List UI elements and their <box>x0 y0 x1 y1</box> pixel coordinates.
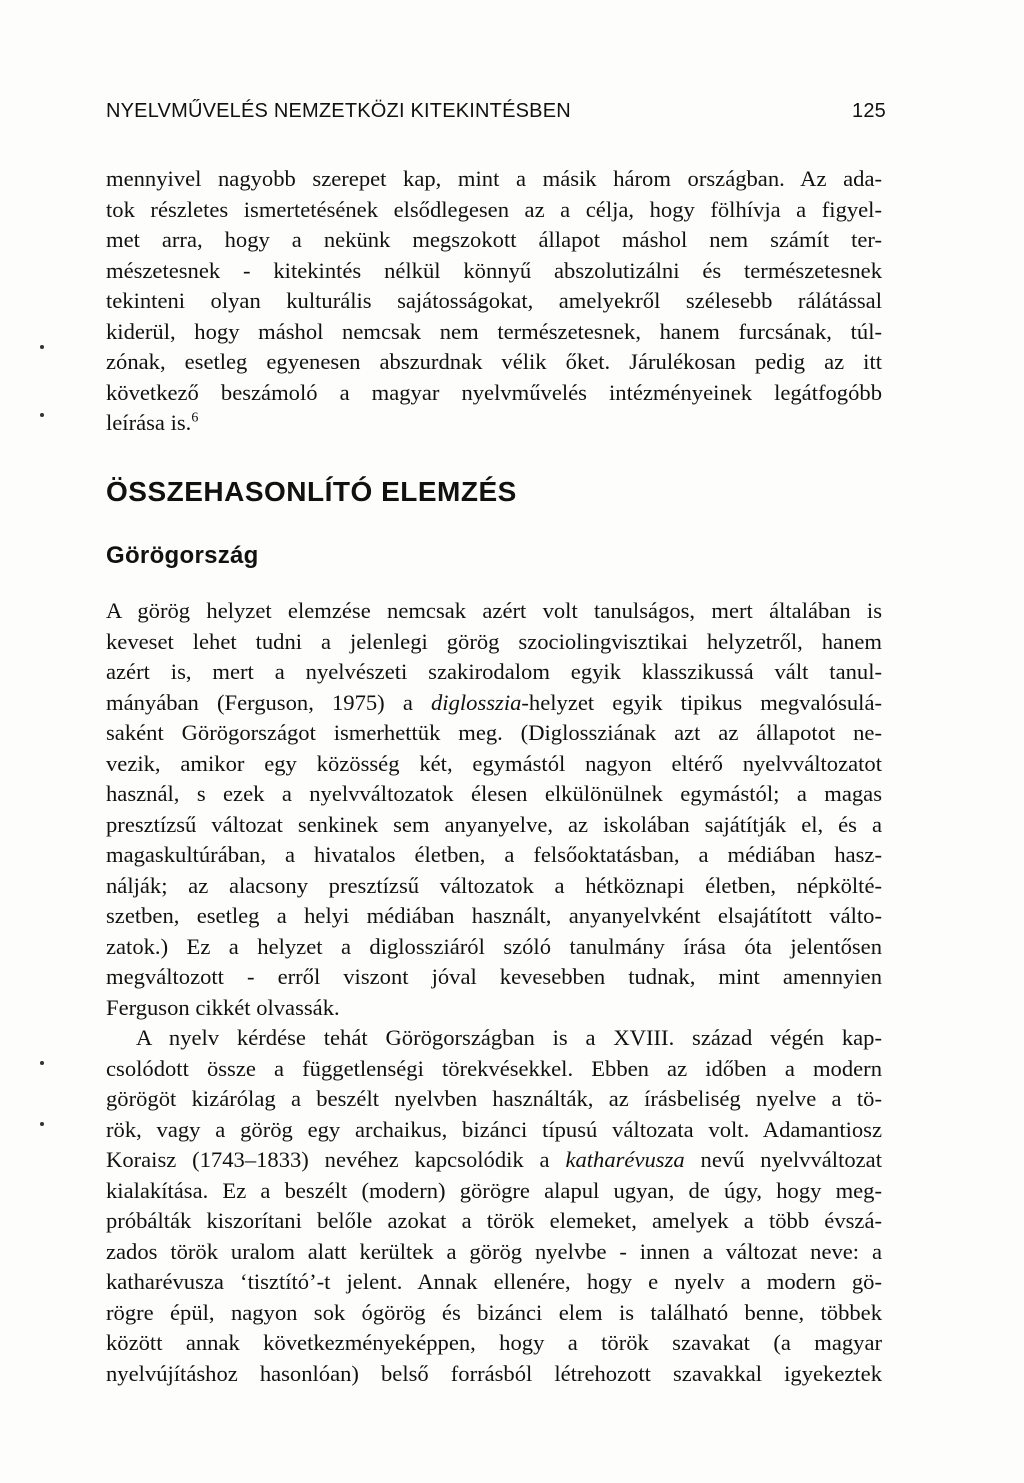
text-line: nálják; az alacsony presztízsű változatok a hétköznapi életben, népkölté- <box>106 872 882 898</box>
text-line: Ferguson cikkét olvassák. <box>106 994 340 1020</box>
text-line: mészetesnek - kitekintés nélkül könnyű abszolutizálni és természetesnek <box>106 257 882 283</box>
text-line: A görög helyzet elemzése nemcsak azért volt tanulságos, mert általában is <box>106 598 882 623</box>
scan-speck <box>40 345 44 349</box>
text-fragment: Koraisz (1743–1833) nevéhez kapcsolódik a <box>106 1147 566 1172</box>
scan-speck <box>40 413 44 417</box>
text-line: zatok.) Ez a helyzet a diglossziáról szóló tanulmány írása óta jelentősen <box>106 933 882 959</box>
italic-term: katharévusza <box>565 1147 685 1172</box>
text-fragment: leírása is. <box>106 410 192 435</box>
text-line: A nyelv kérdése tehát Görögországban is a XVIII. század végén kap- <box>136 1025 882 1050</box>
running-title: NYELVMŰVELÉS NEMZETKÖZI KITEKINTÉSBEN <box>106 100 571 122</box>
text-line: azért is, mert a nyelvészeti szakirodalom egyik klasszikussá vált tanul- <box>106 659 882 684</box>
scan-speck <box>40 1061 44 1065</box>
text-line: szetben, esetleg a helyi médiában használt, anyanyelvként elsajátított válto- <box>106 903 882 928</box>
text-line: keveset lehet tudni a jelenlegi görög szociolingvisztikai helyzetről, hanem <box>106 628 882 654</box>
text-line <box>106 688 882 719</box>
text-line: használ, s ezek a nyelvváltozatok élesen elkülönülnek egymástól; a magas <box>106 781 882 806</box>
text-line: nyelvújításhoz hasonlóan) belső forrásból létrehozott szavakkal igyekeztek <box>106 1360 882 1386</box>
italic-term: diglosszia <box>431 689 522 715</box>
text-line: csolódott össze a függetlenségi törekvésekkel. Ebben az időben a modern <box>106 1055 882 1081</box>
text-line: kialakítása. Ez a beszélt (modern) görögre alapul ugyan, de úgy, hogy meg- <box>106 1177 882 1203</box>
text-line: presztízsű változat senkinek sem anyanyelve, az iskolában sajátítják el, és a <box>106 811 882 837</box>
footnote-reference[interactable]: 6 <box>191 410 199 426</box>
text-line: próbálták kiszorítani belőle azokat a török elemeket, amelyek a több évszá- <box>106 1208 882 1233</box>
intro-paragraph <box>106 164 882 439</box>
text-line: katharévusza ‘tisztító’-t jelent. Annak ellenére, hogy e nyelv a modern gö- <box>106 1269 882 1294</box>
text-line: rögre épül, nagyon sok ógörög és bizánci elem is található benne, többek <box>106 1299 882 1325</box>
text-line: megváltozott - erről viszont jóval kevesebben tudnak, mint amennyien <box>106 964 882 989</box>
scan-speck <box>40 1122 44 1126</box>
text-line: saként Görögországot ismerhettük meg. (Diglossziának azt az állapotot ne- <box>106 720 882 745</box>
text-line: met arra, hogy a nekünk megszokott állapot máshol nem számít ter- <box>106 227 882 252</box>
text-line: tekinteni olyan kulturális sajátosságokat, amelyekről szélesebb rálátással <box>106 288 882 313</box>
text-line: között annak következményeképpen, hogy a török szavakat (a magyar <box>106 1330 882 1355</box>
text-line: görögöt kizárólag a beszélt nyelvben használták, az írásbeliség nyelve a tö- <box>106 1086 882 1111</box>
text-line: következő beszámoló a magyar nyelvművelés intézményeinek legátfogóbb <box>106 379 882 405</box>
text-line: tok részletes ismertetésének elsődlegesen az a célja, hogy fölhívja a figyel- <box>106 196 882 222</box>
text-fragment: nevű nyelvváltozat <box>684 1147 882 1172</box>
text-line: kiderül, hogy máshol nemcsak nem természetesnek, hanem furcsának, túl- <box>106 318 882 344</box>
text-fragment: -helyzet egyik tipikus megvalósulá- <box>521 689 882 715</box>
running-header <box>106 100 886 123</box>
text-line <box>106 1145 882 1176</box>
section-heading: ÖSSZEHASONLÍTÓ ELEMZÉS <box>106 476 517 507</box>
text-line: mennyivel nagyobb szerepet kap, mint a másik három országban. Az ada- <box>106 166 882 191</box>
text-line: vezik, amikor egy közösség két, egymástól nagyon eltérő nyelvváltozatot <box>106 750 882 776</box>
text-line: rök, vagy a görög egy archaikus, bizánci típusú változata volt. Adamantiosz <box>106 1116 882 1142</box>
text-fragment: mányában (Ferguson, 1975) a <box>106 689 431 715</box>
text-line <box>106 408 882 439</box>
text-line: zados török uralom alatt kerültek a görög nyelvbe - innen a változat neve: a <box>106 1238 882 1264</box>
page-number: 125 <box>852 100 886 122</box>
text-line: magaskultúrában, a hivatalos életben, a felsőoktatásban, a médiában hasz- <box>106 842 882 867</box>
text-line: zónak, esetleg egyenesen abszurdnak vélik őket. Járulékosan pedig az itt <box>106 349 882 374</box>
body-text <box>106 596 882 1389</box>
subsection-heading: Görögország <box>106 542 259 569</box>
